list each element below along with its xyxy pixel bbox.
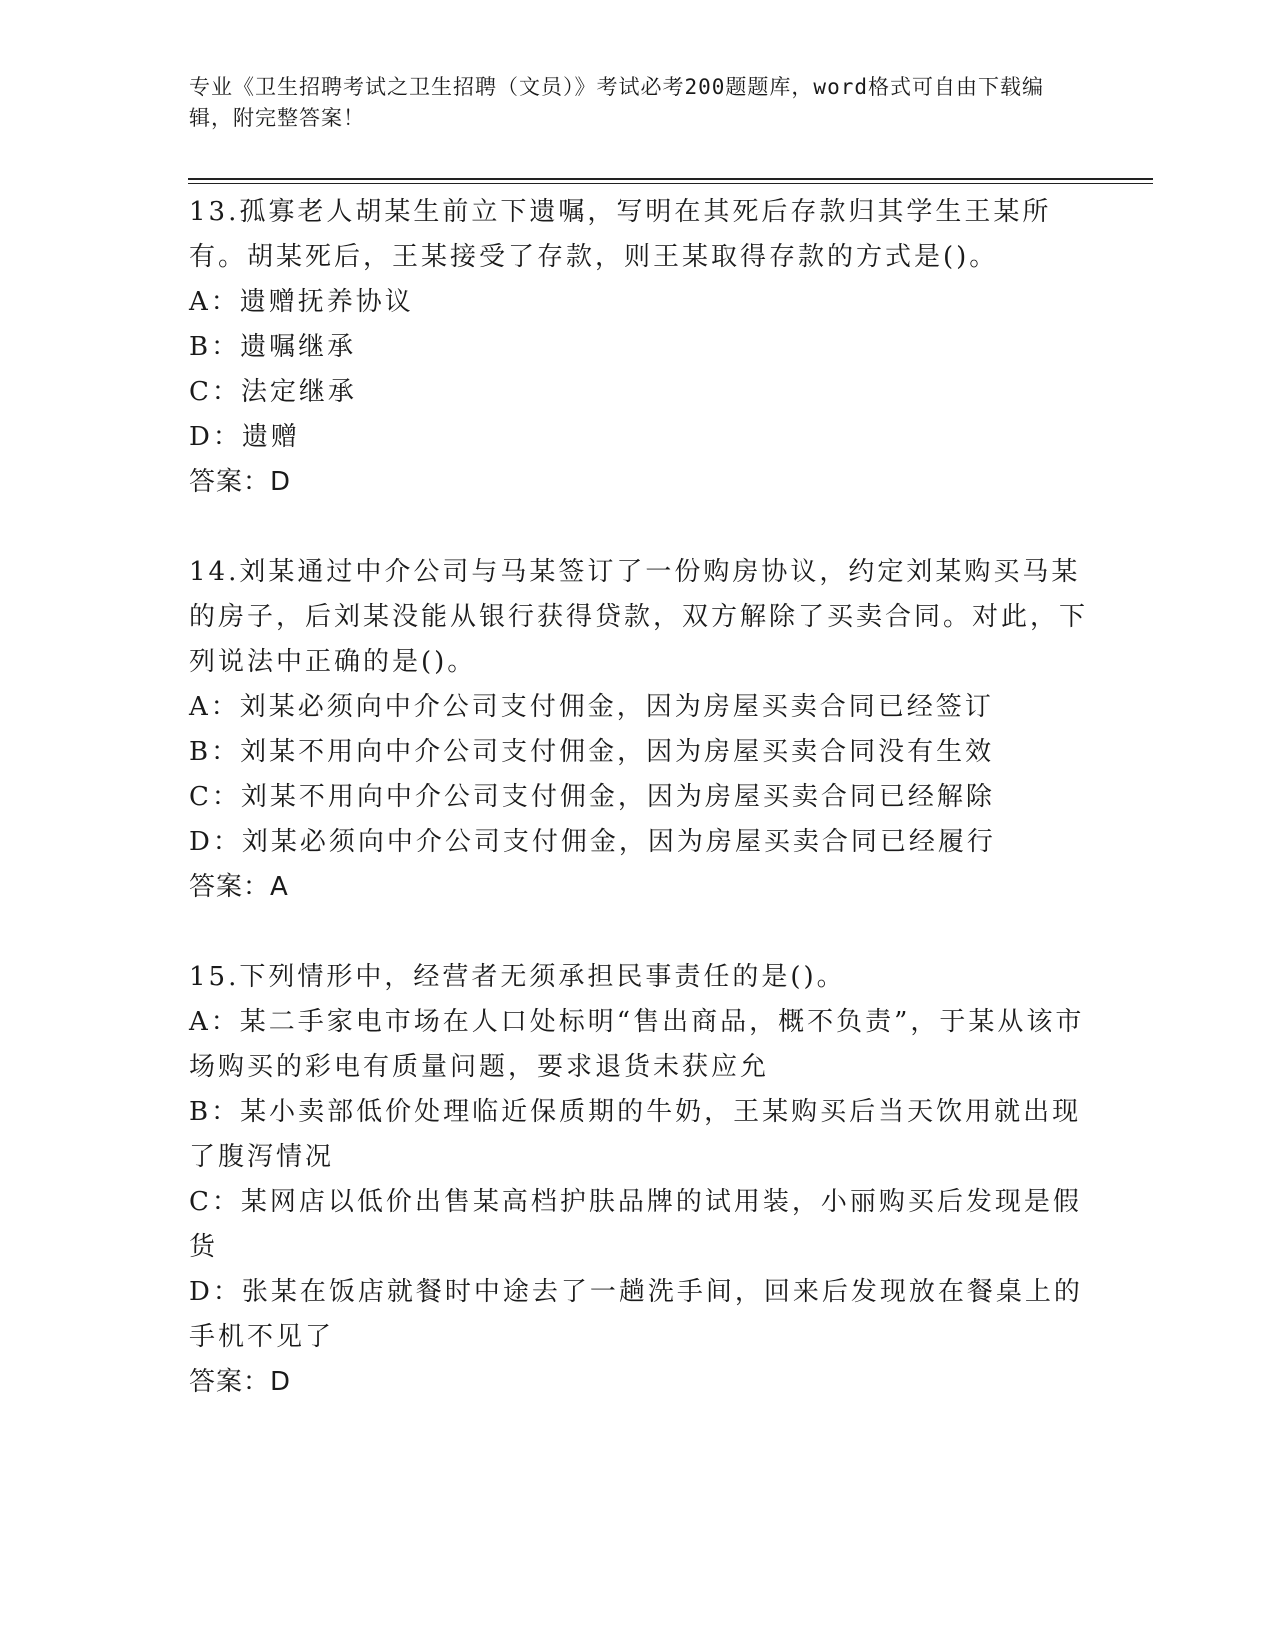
option-d: D：张某在饭店就餐时中途去了一趟洗手间，回来后发现放在餐桌上的手机不见了 [189,1277,1083,1352]
question-stem: 15.下列情形中，经营者无须承担民事责任的是()。 [189,962,846,992]
header-divider-thick [188,178,1153,180]
option-b: B：遗嘱继承 [189,332,357,362]
question-13 [189,190,1089,505]
option-b: B：某小卖部低价处理临近保质期的牛奶，王某购买后当天饮用就出现了腹泻情况 [189,1097,1082,1172]
answer-line: 答案：D [189,1367,292,1397]
option-c: C：法定继承 [189,377,357,407]
option-d: D：遗赠 [189,422,300,452]
option-d: D：刘某必须向中介公司支付佣金，因为房屋买卖合同已经履行 [189,827,996,857]
option-a: A：遗赠抚养协议 [189,287,414,317]
option-b: B：刘某不用向中介公司支付佣金，因为房屋买卖合同没有生效 [189,737,995,767]
option-a: A：某二手家电市场在人口处标明“售出商品，概不负责”，于某从该市场购买的彩电有质量问题，要求退货未获应允 [189,1007,1085,1082]
question-stem: 13.孤寡老人胡某生前立下遗嘱，写明在其死后存款归其学生王某所有。胡某死后，王某接受了存款，则王某取得存款的方式是()。 [189,197,1052,272]
document-header: 专业《卫生招聘考试之卫生招聘（文员）》考试必考200题题库，word格式可自由下载编辑，附完整答案！ [189,75,1044,130]
question-15 [189,955,1089,1405]
answer-line: 答案：A [189,872,289,902]
option-a: A：刘某必须向中介公司支付佣金，因为房屋买卖合同已经签订 [189,692,994,722]
question-list [189,190,1089,1450]
header-divider-thin [188,183,1153,184]
answer-line: 答案：D [189,467,292,497]
question-14 [189,550,1089,910]
option-c: C：刘某不用向中介公司支付佣金，因为房屋买卖合同已经解除 [189,782,995,812]
option-c: C：某网店以低价出售某高档护肤品牌的试用装，小丽购买后发现是假货 [189,1187,1082,1262]
question-stem: 14.刘某通过中介公司与马某签订了一份购房协议，约定刘某购买马某的房子，后刘某没能从银行获得贷款，双方解除了买卖合同。对此，下列说法中正确的是()。 [189,557,1089,677]
